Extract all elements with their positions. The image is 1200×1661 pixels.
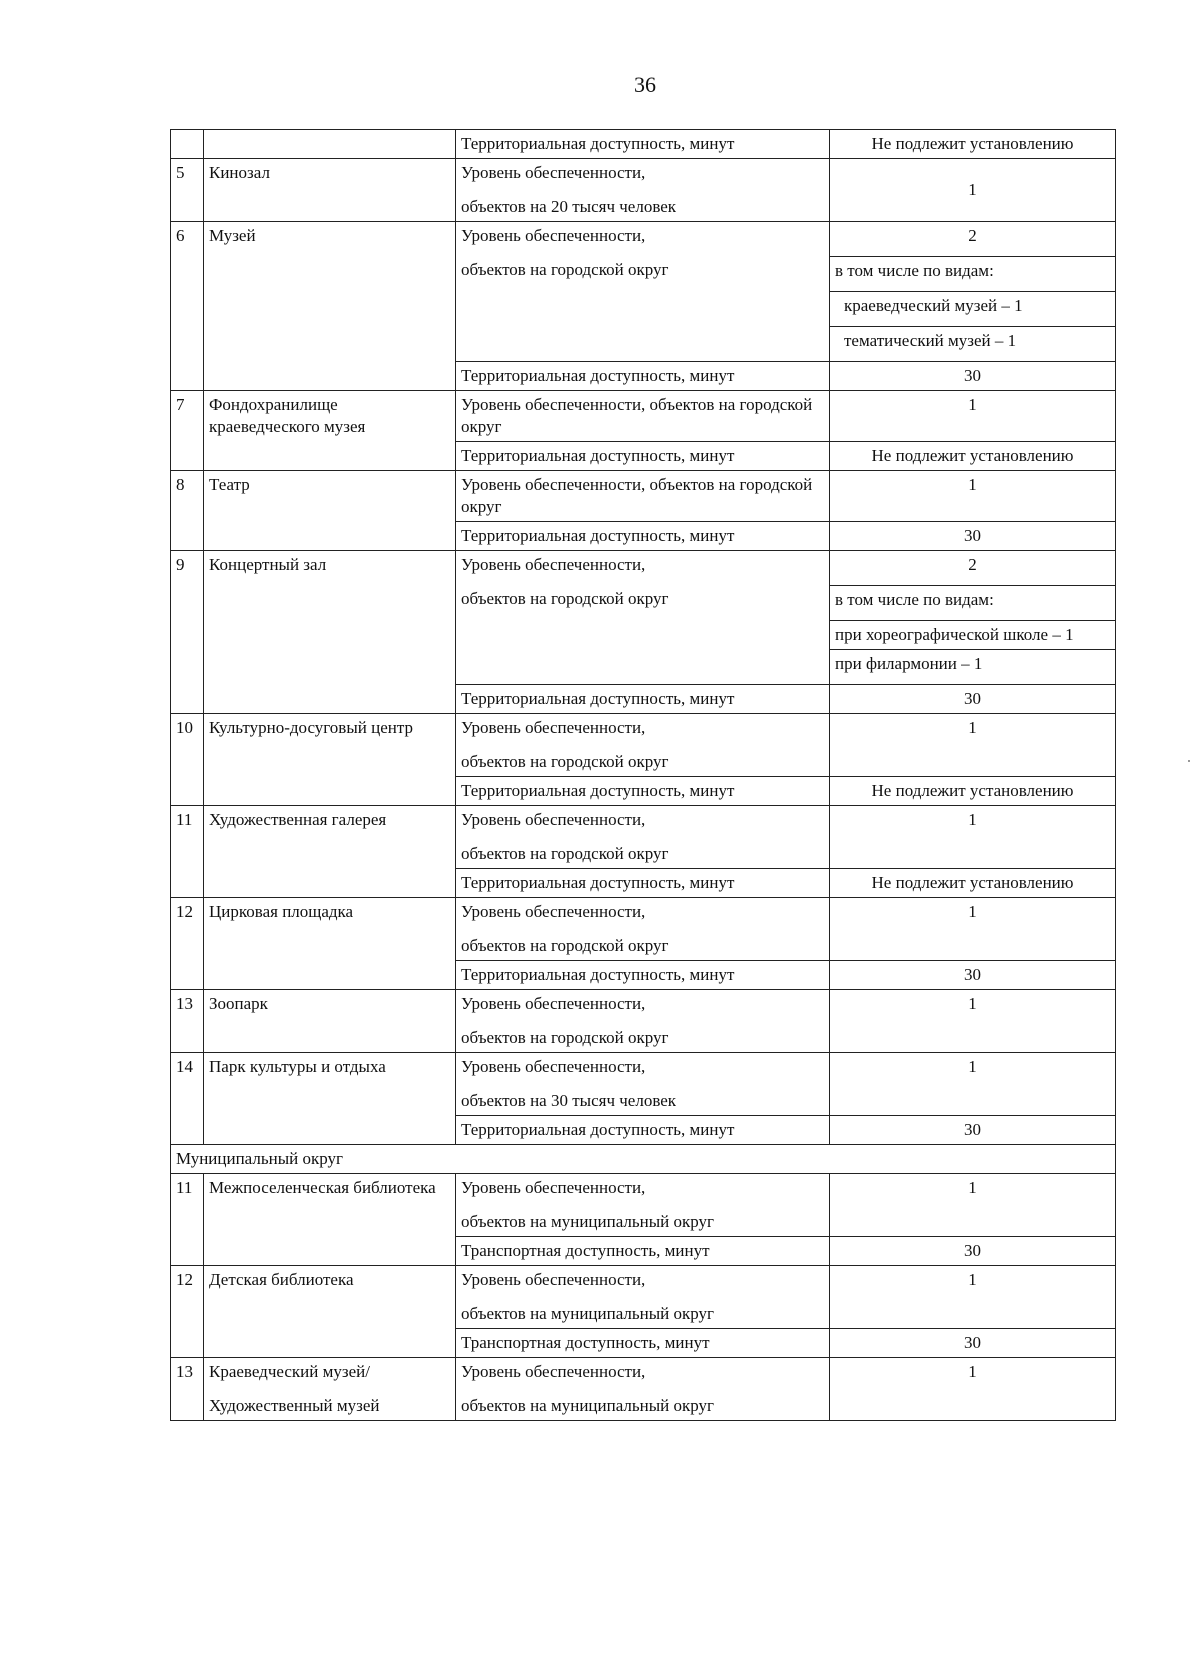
name-cell: Парк культуры и отдыха <box>204 1053 456 1145</box>
num-cell: 8 <box>171 471 204 551</box>
value-cell: 1 <box>830 159 1116 222</box>
name-cell: Зоопарк <box>204 990 456 1053</box>
subtype-cell: тематический музей – 1 <box>830 327 1116 362</box>
indicator-line: Уровень обеспеченности, <box>461 810 646 829</box>
num-cell: 14 <box>171 1053 204 1145</box>
indicator-cell <box>456 898 830 961</box>
name-cell: Межпоселенческая библиотека <box>204 1174 456 1266</box>
num-cell: 5 <box>171 159 204 222</box>
name-cell: Музей <box>204 222 456 391</box>
value-cell: 2 <box>830 222 1116 257</box>
section-header: Муниципальный округ <box>171 1145 1116 1174</box>
name-cell: Концертный зал <box>204 551 456 714</box>
table-row <box>171 1266 1116 1329</box>
indicator-line: объектов на муниципальный округ <box>461 1396 715 1415</box>
value-cell: 1 <box>830 1174 1116 1237</box>
indicator-cell: Территориальная доступность, минут <box>456 522 830 551</box>
indicator-line: Уровень обеспеченности, <box>461 555 646 574</box>
indicator-line: объектов на городской округ <box>461 260 669 279</box>
num-cell: 13 <box>171 990 204 1053</box>
standards-table <box>170 129 1116 1421</box>
indicator-cell <box>456 1053 830 1116</box>
name-cell: Цирковая площадка <box>204 898 456 990</box>
indicator-cell <box>456 222 830 362</box>
table-row <box>171 806 1116 869</box>
name-cell: Культурно-досуговый центр <box>204 714 456 806</box>
indicator-cell: Территориальная доступность, минут <box>456 869 830 898</box>
name-cell: Кинозал <box>204 159 456 222</box>
name-cell <box>204 1358 456 1421</box>
table-row <box>171 159 1116 222</box>
indicator-line: Уровень обеспеченности, <box>461 718 646 737</box>
page-number: 36 <box>634 72 656 97</box>
table-row <box>171 551 1116 586</box>
indicator-line: объектов на 30 тысяч человек <box>461 1091 677 1110</box>
indicator-line: объектов на муниципальный округ <box>461 1212 715 1231</box>
value-cell: 1 <box>830 990 1116 1053</box>
indicator-line: объектов на муниципальный округ <box>461 1304 715 1323</box>
indicator-line: объектов на городской округ <box>461 1028 669 1047</box>
table-row <box>171 1145 1116 1174</box>
indicator-cell: Территориальная доступность, минут <box>456 961 830 990</box>
indicator-cell: Территориальная доступность, минут <box>456 362 830 391</box>
indicator-line: объектов на 20 тысяч человек <box>461 197 677 216</box>
indicator-cell: Транспортная доступность, минут <box>456 1237 830 1266</box>
name-cell: Фондохранилище краеведческого музея <box>204 391 456 471</box>
subtype-cell: при филармонии – 1 <box>830 650 1116 685</box>
indicator-line: Уровень обеспеченности, <box>461 226 646 245</box>
table-row <box>171 222 1116 257</box>
table-row <box>171 130 1116 159</box>
indicator-cell: Территориальная доступность, минут <box>456 442 830 471</box>
subtype-header-cell: в том числе по видам: <box>830 586 1116 621</box>
value-cell: 30 <box>830 362 1116 391</box>
name-line: Художественный музей <box>209 1396 380 1415</box>
indicator-line: Уровень обеспеченности, <box>461 1362 646 1381</box>
indicator-cell <box>456 551 830 685</box>
table-row <box>171 391 1116 442</box>
value-cell: 1 <box>830 806 1116 869</box>
subtype-cell: краеведческий музей – 1 <box>830 292 1116 327</box>
table-row <box>171 1174 1116 1237</box>
num-cell: 13 <box>171 1358 204 1421</box>
scan-speck <box>1188 760 1190 762</box>
name-line: Краеведческий музей/ <box>209 1362 370 1381</box>
value-cell: Не подлежит установлению <box>830 777 1116 806</box>
table-row <box>171 471 1116 522</box>
num-cell: 7 <box>171 391 204 471</box>
indicator-cell: Территориальная доступность, минут <box>456 685 830 714</box>
indicator-cell <box>456 806 830 869</box>
indicator-cell: Транспортная доступность, минут <box>456 1329 830 1358</box>
value-cell: 2 <box>830 551 1116 586</box>
value-cell: 1 <box>830 714 1116 777</box>
table-row <box>171 1358 1116 1421</box>
value-cell: 1 <box>830 1358 1116 1421</box>
table-row <box>171 990 1116 1053</box>
indicator-cell: Территориальная доступность, минут <box>456 777 830 806</box>
value-cell: 1 <box>830 898 1116 961</box>
value-cell: 30 <box>830 1237 1116 1266</box>
indicator-line: объектов на городской округ <box>461 752 669 771</box>
num-cell <box>171 130 204 159</box>
name-cell <box>204 130 456 159</box>
name-cell: Детская библиотека <box>204 1266 456 1358</box>
value-cell: 30 <box>830 961 1116 990</box>
num-cell: 10 <box>171 714 204 806</box>
num-cell: 11 <box>171 1174 204 1266</box>
value-cell: 1 <box>830 1266 1116 1329</box>
table-row <box>171 898 1116 961</box>
num-cell: 6 <box>171 222 204 391</box>
indicator-cell <box>456 714 830 777</box>
num-cell: 9 <box>171 551 204 714</box>
indicator-cell <box>456 990 830 1053</box>
indicator-line: Уровень обеспеченности, <box>461 1178 646 1197</box>
indicator-cell <box>456 1358 830 1421</box>
value-cell: 1 <box>830 471 1116 522</box>
indicator-line: Уровень обеспеченности, <box>461 163 646 182</box>
value-cell: Не подлежит установлению <box>830 869 1116 898</box>
value-cell: Не подлежит установлению <box>830 442 1116 471</box>
num-cell: 12 <box>171 1266 204 1358</box>
indicator-cell: Уровень обеспеченности, объектов на городской округ <box>456 471 830 522</box>
value-cell: 1 <box>830 1053 1116 1116</box>
indicator-cell <box>456 159 830 222</box>
value-cell: 30 <box>830 1329 1116 1358</box>
name-cell: Художественная галерея <box>204 806 456 898</box>
indicator-cell <box>456 1266 830 1329</box>
value-cell: 1 <box>830 391 1116 442</box>
value-cell: 30 <box>830 1116 1116 1145</box>
indicator-cell: Территориальная доступность, минут <box>456 130 830 159</box>
subtype-cell: при хореографической школе – 1 <box>830 621 1116 650</box>
subtype-header-cell: в том числе по видам: <box>830 257 1116 292</box>
indicator-cell <box>456 1174 830 1237</box>
num-cell: 12 <box>171 898 204 990</box>
value-cell: 30 <box>830 685 1116 714</box>
num-cell: 11 <box>171 806 204 898</box>
indicator-line: объектов на городской округ <box>461 589 669 608</box>
table-row <box>171 1053 1116 1116</box>
indicator-line: Уровень обеспеченности, <box>461 902 646 921</box>
indicator-line: объектов на городской округ <box>461 844 669 863</box>
name-cell: Театр <box>204 471 456 551</box>
indicator-line: Уровень обеспеченности, <box>461 994 646 1013</box>
value-cell: Не подлежит установлению <box>830 130 1116 159</box>
indicator-line: объектов на городской округ <box>461 936 669 955</box>
value-cell: 30 <box>830 522 1116 551</box>
indicator-cell: Уровень обеспеченности, объектов на городской округ <box>456 391 830 442</box>
table-row <box>171 714 1116 777</box>
indicator-cell: Территориальная доступность, минут <box>456 1116 830 1145</box>
indicator-line: Уровень обеспеченности, <box>461 1270 646 1289</box>
indicator-line: Уровень обеспеченности, <box>461 1057 646 1076</box>
